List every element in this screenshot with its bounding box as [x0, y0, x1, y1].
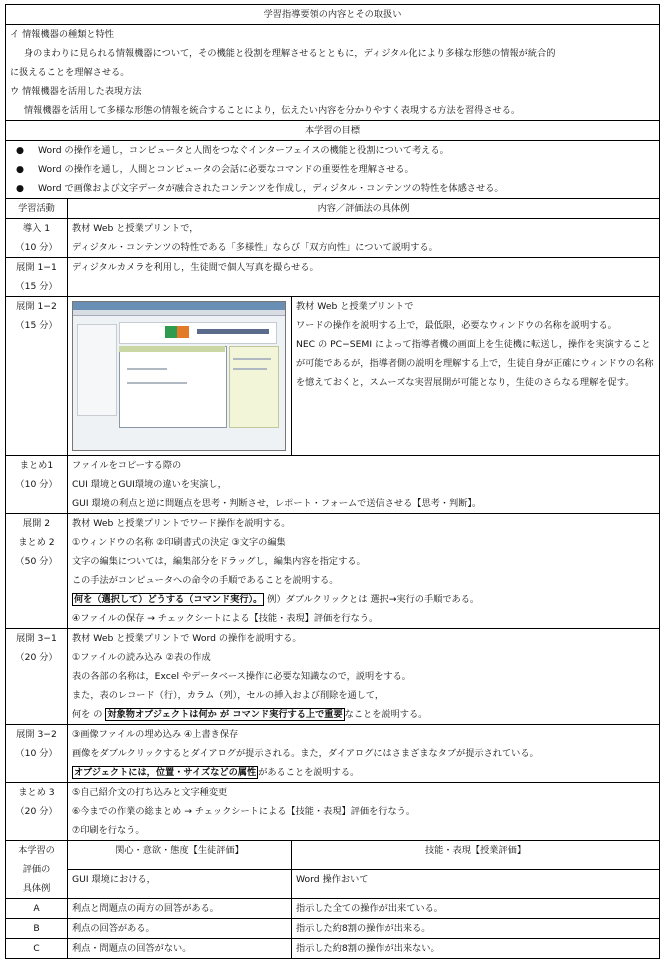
activity-content [68, 629, 660, 725]
content-line: 教材 Web と授業プリントでワード操作を説明する。 [72, 518, 291, 529]
activity-content [68, 783, 660, 841]
browser-titlebar [73, 302, 285, 310]
text-line [233, 368, 267, 370]
item-u-title: ウ 情報機器を活用した表現方法 [10, 86, 142, 97]
boxed-key-point: オブジェクトには，位置・サイズなどの属性 [74, 767, 257, 778]
content-line: ワードの操作を説明する上で，最低限，必要なウィンドウの名称を説明する。 [296, 320, 617, 331]
activity-name: 展開 2 [22, 518, 51, 529]
activity-name: 展開 1−1 [16, 262, 57, 273]
content-line: NEC の PC−SEMI によって指導者機の画面上を生徒機に転送し，操作を実演することが可能であるが，指導者側の説明を理解する上で，生徒自身が正確にウィンドウの名称を憶えておくと，スムーズな実習展開が可能となり，生徒のさらなる理解を促す。 [296, 339, 654, 388]
text-line [233, 358, 271, 360]
activity-time: （10 分） [15, 748, 58, 759]
activity-row-dev31 [6, 629, 660, 725]
evaluation-row [6, 899, 660, 919]
evaluation-a-cell: 利点と問題点の両方の回答がある。 [68, 899, 292, 919]
item-i-body-1: 身のまわりに見られる情報機器について，その機能と役割を理解させるとともに，ディジタル化により多様な形態の情報が統合的 [24, 48, 556, 59]
activity-row-dev12 [6, 297, 660, 456]
example-text: 例）ダブルクリックとは 選択→実行の手順である。 [267, 594, 480, 605]
evaluation-label [6, 841, 68, 899]
content-line: ファイルをコピーする際の [72, 460, 182, 471]
goals-body [6, 141, 660, 199]
activity-content [68, 514, 660, 629]
activity-row-sum3 [6, 783, 660, 841]
content-line [72, 763, 655, 782]
evaluation-row [6, 919, 660, 939]
web-screenshot-image [72, 301, 286, 451]
evaluation-a-cell: 利点・問題点の回答がない。 [68, 939, 292, 959]
evaluation-col-b-intro: Word 操作おいて [292, 870, 660, 899]
goals-body-row [6, 141, 660, 199]
item-i-title: イ 情報機器の種類と特性 [10, 29, 114, 40]
content-line: GUI 環境の利点と逆に問題点を思考・判断させ，レポート・フォームで送信させる【思考・判断】。 [72, 498, 482, 509]
goals-header-row [6, 121, 660, 141]
activity-content [68, 456, 660, 514]
evaluation-b-cell: 指示した約8割の操作が出来る。 [292, 919, 660, 939]
goal-item: ● Word で画像および文字データが融合されたコンテンツを作成し，ディジタル・コンテンツの特性を体感させる。 [10, 179, 655, 198]
activity-time: （20 分） [15, 806, 58, 817]
activity-time: （15 分） [15, 320, 58, 331]
activity-row-sum1 [6, 456, 660, 514]
browser-toolbar [73, 310, 285, 316]
content-line: また，表のレコード（行），カラム（列），セルの挿入および削除を通して， [72, 690, 385, 701]
goal-item: ● Word の操作を通し，コンピュータと人間をつなぐインターフェイスの機能と役割について考える。 [10, 141, 655, 160]
post-boxed-text: があることを説明する。 [258, 767, 360, 778]
activity-content [292, 297, 660, 456]
guidance-body-row [6, 25, 660, 121]
activity-name: 導入 1 [22, 223, 51, 234]
activity-time: （10 分） [15, 479, 58, 490]
evaluation-intro-row [6, 870, 660, 899]
activity-content [68, 258, 660, 297]
content-frame-header [119, 346, 225, 352]
content-line: ①ファイルの読み込み ②表の作成 [72, 652, 211, 663]
content-line [72, 705, 655, 724]
activity-name: 展開 3−1 [16, 633, 57, 644]
activity-time: （50 分） [15, 556, 58, 567]
post-boxed-text: なことを説明する。 [344, 709, 428, 720]
site-url-text [197, 329, 269, 334]
boxed-key-point: 対象物オブジェクトは何か が コマンド実行する上で重要 [107, 709, 343, 720]
content-frame [119, 346, 227, 428]
activity-row-dev32 [6, 725, 660, 783]
activity-name: まとめ 3 [18, 787, 55, 798]
activity-name: 展開 1−2 [16, 301, 57, 312]
activity-name: まとめ1 [19, 460, 54, 471]
text-line [127, 382, 187, 384]
activity-label [6, 258, 68, 297]
evaluation-b-cell: 指示した全ての操作が出来ている。 [292, 899, 660, 919]
evaluation-row [6, 939, 660, 959]
evaluation-label-line: 具体例 [22, 883, 51, 894]
evaluation-b-cell: 指示した約8割の操作が出来ない。 [292, 939, 660, 959]
content-line: CUI 環境とGUI環境の違いを実演し， [72, 479, 227, 490]
boxed-key-point: 何を（選択して）どうする（コマンド実行）。 [74, 594, 263, 605]
activity-label [6, 219, 68, 258]
activity-col-header: 学習活動 [6, 199, 68, 219]
activity-content [68, 219, 660, 258]
evaluation-col-a-header: 関心・意欲・態度【生徒評価】 [68, 841, 292, 870]
guidance-header-row [6, 5, 660, 25]
content-line: 教材 Web と授業プリントで Word の操作を説明する。 [72, 633, 302, 644]
activity-label [6, 725, 68, 783]
evaluation-a-cell: 利点の回答がある。 [68, 919, 292, 939]
lesson-plan-table [5, 4, 660, 959]
activity-label [6, 629, 68, 725]
activity-row-dev11 [6, 258, 660, 297]
content-line: ⑤自己紹介文の打ち込みと文字種変更 [72, 787, 228, 798]
pre-boxed-text: 何を の [72, 709, 103, 720]
content-line: ①ウィンドウの名称 ②印刷書式の決定 ③文字の編集 [72, 537, 286, 548]
evaluation-label-line: 本学習の [18, 845, 55, 856]
activity-content [68, 725, 660, 783]
evaluation-col-a-intro: GUI 環境における， [68, 870, 292, 899]
activity-time: （15 分） [15, 281, 58, 292]
content-line: 文字の編集については，編集部分をドラッグし，編集内容を指定する。 [72, 556, 366, 567]
lesson-plan-document [5, 4, 659, 959]
guidance-body [6, 25, 660, 121]
activity-time: （20 分） [15, 652, 58, 663]
content-line: ディジタル・コンテンツの特性である「多様性」ならび「双方向性」について説明する。 [72, 242, 438, 253]
content-col-header: 内容／評価法の具体例 [68, 199, 660, 219]
site-logo-icon [177, 326, 189, 338]
activity-label [6, 783, 68, 841]
grade-label: A [6, 899, 68, 919]
page-nav-panel [77, 324, 117, 416]
grade-label: B [6, 919, 68, 939]
content-line: ⑥今までの作業の総まとめ → チェックシートによる【技能・表現】評価を行なう。 [72, 806, 416, 817]
content-line: 教材 Web と授業プリントで [296, 301, 414, 312]
goals-header: 本学習の目標 [6, 121, 660, 141]
activity-row-intro [6, 219, 660, 258]
activity-label [6, 514, 68, 629]
activity-time: （10 分） [15, 242, 58, 253]
evaluation-col-b-header: 技能・表現【授業評価】 [292, 841, 660, 870]
content-line: 画像をダブルクリックするとダイアログが提示される。また，ダイアログにはさまざまなタブが提示されている。 [72, 748, 539, 759]
activity-label [6, 297, 68, 456]
content-line: ディジタルカメラを利用し，生徒間で個人写真を撮らせる。 [72, 262, 319, 273]
content-line: この手法がコンピュータへの命令の手順であることを説明する。 [72, 575, 339, 586]
activities-header-row [6, 199, 660, 219]
evaluation-header-row [6, 841, 660, 870]
text-line [127, 368, 167, 370]
grade-label: C [6, 939, 68, 959]
evaluation-label-line: 評価の [22, 864, 51, 875]
activity-label [6, 456, 68, 514]
content-line: ④ファイルの保存 → チェックシートによる【技能・表現】評価を行なう。 [72, 613, 379, 624]
activity-name-2: まとめ 2 [18, 537, 55, 548]
item-u-body: 情報機器を活用して多様な形態の情報を統合することにより，伝えたい内容を分かりやすく表現する方法を習得させる。 [24, 105, 521, 116]
item-i-body-2: に扱えることを理解させる。 [10, 67, 130, 78]
activity-row-dev2 [6, 514, 660, 629]
content-line [72, 590, 655, 609]
screenshot-cell [68, 297, 292, 456]
goal-item: ● Word の操作を通し，人間とコンピュータの会話に必要なコマンドの重要性を理解させる。 [10, 160, 655, 179]
content-line: 教材 Web と授業プリントで， [72, 223, 199, 234]
activity-name: 展開 3−2 [16, 729, 57, 740]
content-line: 表の各部の名称は，Excel やデータベース操作に必要な知識なので，説明をする。 [72, 671, 411, 682]
guidance-header: 学習指導要領の内容とその取扱い [6, 5, 660, 25]
content-line: ③画像ファイルの埋め込み ④上書き保存 [72, 729, 239, 740]
content-line: ⑦印刷を行なう。 [72, 825, 145, 836]
